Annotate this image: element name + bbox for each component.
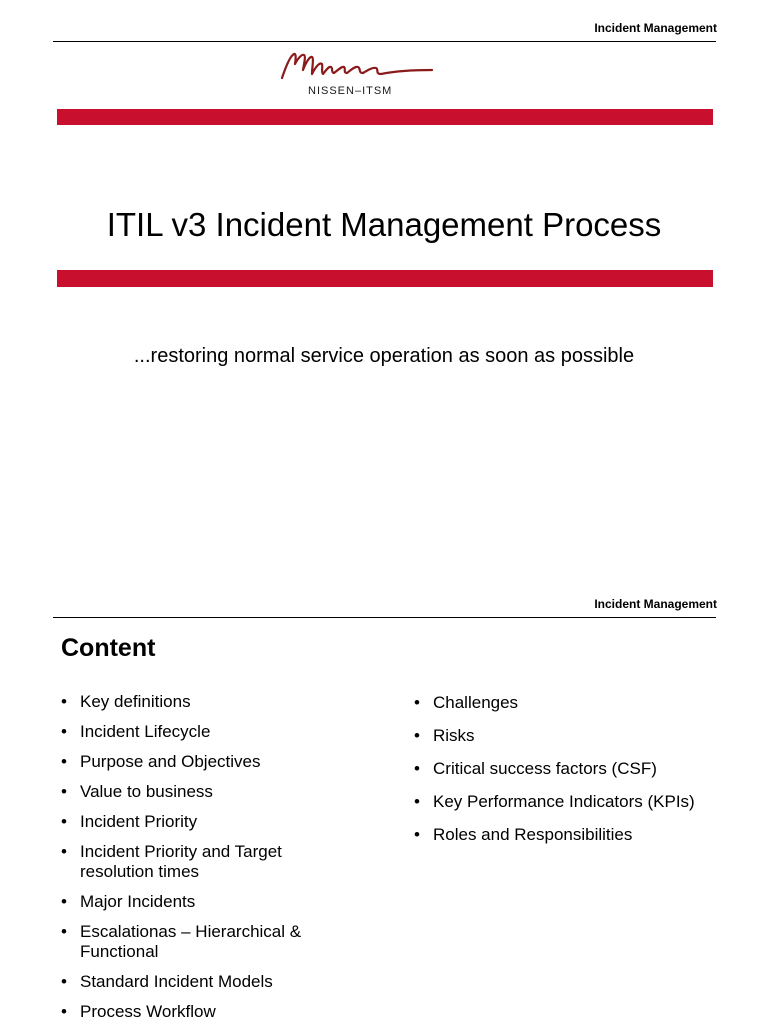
list-item [61,922,331,962]
list-item-text: Process Workflow [80,1002,216,1021]
bullet-icon: • [61,692,67,711]
signature-logo-icon [276,48,436,84]
list-item-text: Escalationas – Hierarchical & Functional [80,922,302,961]
list-item [414,792,704,812]
list-item [414,726,704,746]
list-item [61,752,331,772]
list-item [61,892,331,912]
bullet-icon: • [61,1002,67,1021]
list-item [61,1002,331,1022]
slide-content [0,590,768,1024]
list-item-text: Purpose and Objectives [80,752,261,771]
header-divider [53,41,716,42]
list-item-text: Major Incidents [80,892,196,911]
list-item-text: Key Performance Indicators (KPIs) [433,792,695,811]
header-divider [53,617,716,618]
bullet-icon: • [61,752,67,771]
list-item [61,782,331,802]
header-label: Incident Management [594,597,717,611]
list-item [61,812,331,832]
list-item-text: Value to business [80,782,213,801]
bullet-icon: • [61,922,67,941]
list-item-text: Incident Priority and Target resolution times [80,842,282,881]
header-label: Incident Management [594,21,717,35]
logo-text: NISSEN–ITSM [308,85,393,97]
bullet-icon: • [61,842,67,861]
list-item-text: Key definitions [80,692,191,711]
list-item-text: Roles and Responsibilities [433,825,633,844]
top-accent-bar [57,109,713,125]
bullet-icon: • [61,812,67,831]
list-item-text: Standard Incident Models [80,972,273,991]
list-item [61,972,331,992]
list-item [61,722,331,742]
bullet-icon: • [61,892,67,911]
bullet-icon: • [414,693,420,712]
slide-title-text: ITIL v3 Incident Management Process [106,206,662,243]
left-bullet-list [61,692,331,1032]
bullet-icon: • [61,722,67,741]
bullet-icon: • [61,972,67,991]
content-title: Content [61,634,156,662]
slide-subtitle: ...restoring normal service operation as soon as possible [133,345,635,367]
right-bullet-list [414,693,704,858]
list-item [61,692,331,712]
bullet-icon: • [414,759,420,778]
bullet-icon: • [414,825,420,844]
list-item-text: Critical success factors (CSF) [433,759,657,778]
list-item [414,759,704,779]
list-item-text: Incident Lifecycle [80,722,211,741]
bottom-accent-bar [57,270,713,287]
bullet-icon: • [414,792,420,811]
list-item-text: Risks [433,726,475,745]
list-item [414,825,704,845]
list-item [414,693,704,713]
list-item-text: Challenges [433,693,519,712]
bullet-icon: • [61,782,67,801]
list-item-text: Incident Priority [80,812,198,831]
nissen-itsm-logo [276,48,436,102]
list-item [61,842,331,882]
bullet-icon: • [414,726,420,745]
